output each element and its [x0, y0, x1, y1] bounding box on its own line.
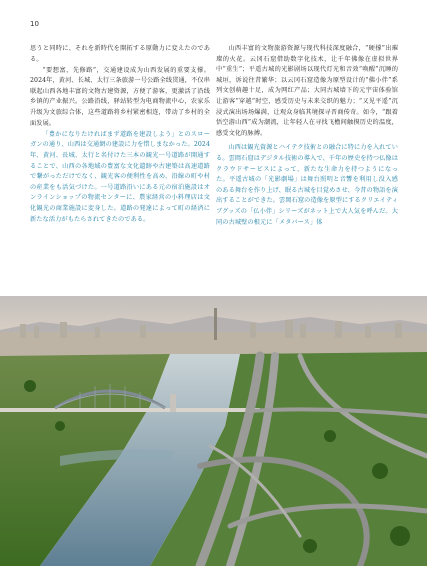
- left-paragraph-japanese: 「豊かになりたければまず道路を建設しよう」とのスローガンの通り、山西は交通網の建設に力を惜しまなかった。2024年、黄河、長城、太行と名付けた三本の観光一号道路が開通することで、山西の各地域の豊富な文化遺跡や古建築は高速道路で繋がっただけでなく、観光客の便利性を高め、沿線の町や村の産業をも活気づけた。一号道路沿いにある元の宿泊施設はオンラインショップの物流センターに、農家経営の小料理店は文化観光の商業施設に変身した。道路の発達によって町の経済に新たな活力がもたらされてきたのである。: [30, 130, 210, 223]
- right-text-column: [216, 44, 398, 228]
- left-paragraph-1: 思うと同時に、それを新時代を開拓する原動力に変えたのである。: [30, 45, 210, 63]
- right-paragraph-japanese: 山西は観光資源とハイテク技術との融合に特に力を入れている。雲岡石窟はデジタル技術の導入で、千年の歴史を持つ仏像はクラウドサービスによって、新たな生命力を持つようになった。平遥古城の「光影劇場」は舞台照明と音響を利用し没入感のある舞台を作り上げ、眠る古城を目覚めさせ、今昔の物語を演出することができた。雲岡石窟の造像を原型にするクリエイティブグッズの「仏小伴」シリーズがネット上で大人気を呼んだ。大同の古城壁の根元に「メタバース」体: [216, 144, 398, 226]
- left-paragraph-chinese: “要想富，先修路”，交通建设成为山西发展的重要支撑。2024年，黄河、长城、太行三条旅游一号公路全线贯通，不仅串联起山西各地丰富的文物古建资源，方便了游客，更激活了沿线乡镇的产业振兴。公路沿线，驿站转型为电商物流中心，农家乐升级为文旅综合体，这些道路将乡村紧密相连，带动了乡村的全面发展。: [30, 66, 210, 127]
- aerial-interchange-illustration: [0, 296, 427, 566]
- right-paragraph-chinese: 山西丰富的文物旅游资源与现代科技深度融合，“硬撑”出璀璨的火花。云冈石窟借助数字化技术，让千年佛像在虚拟世界中“重生”；平遥古城的光影剧场以现代灯光和音效“唤醒”沉睡的城垣，诉说往昔繁华；以云冈石窟造像为原型设计的“佛小伴”系列文创萌趣十足，成为网红产品；大同古城墙下的元宇宙体验馆让游客“穿越”时空，感受历史与未来交织的魅力；“又见平遥”沉浸式演出场场爆满，让观众身临其境探寻晋商传奇。如今，“跟着悟空游山西”成为潮流，让年轻人在寻找飞檐间触摸历史的温度，感受文化的脉搏。: [216, 45, 398, 137]
- left-text-column: [30, 44, 210, 225]
- page-number: 10: [30, 20, 39, 28]
- aerial-city-photo: [0, 296, 427, 566]
